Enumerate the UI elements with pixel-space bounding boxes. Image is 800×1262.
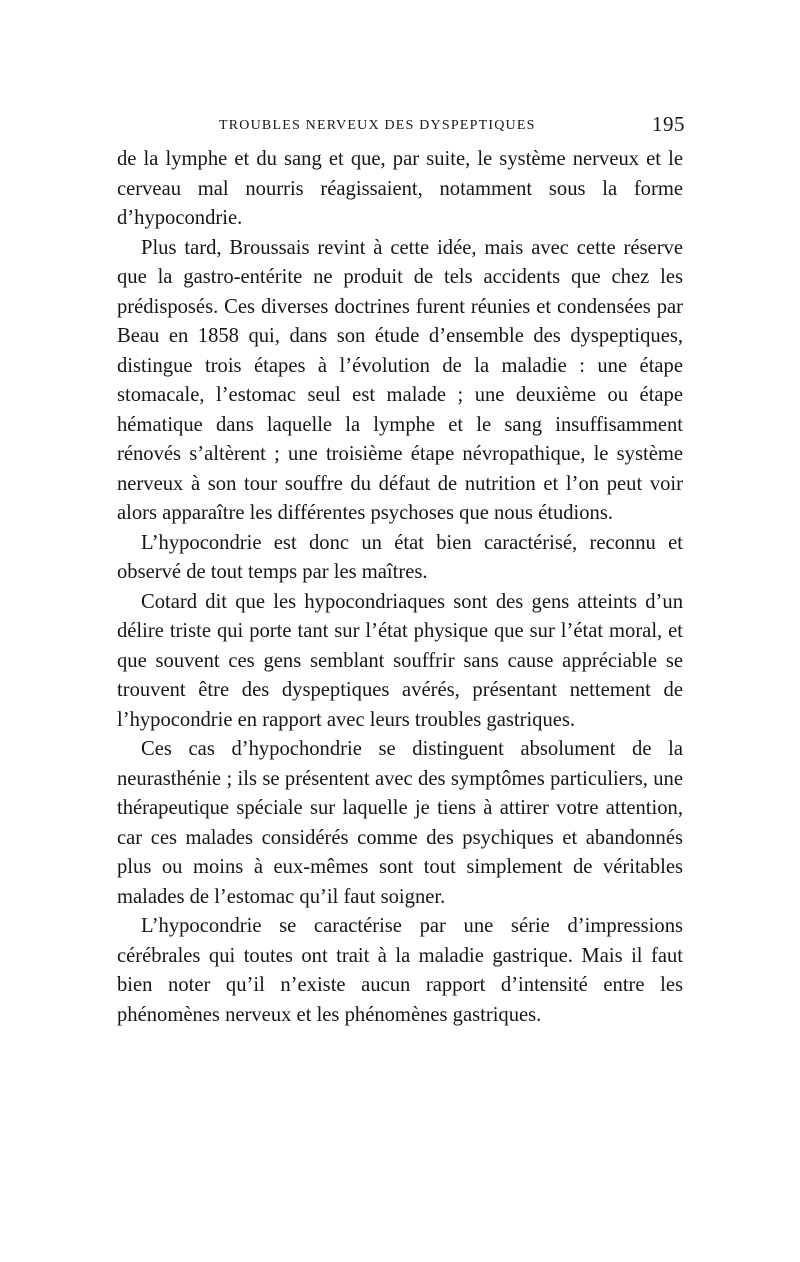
body-text bbox=[117, 145, 683, 1030]
running-head bbox=[117, 112, 687, 142]
running-title: TROUBLES NERVEUX DES DYSPEPTIQUES bbox=[219, 118, 536, 133]
paragraph-cotard: Cotard dit que les hypocondriaques sont des gens atteints d’un délire triste qui porte tant sur l’état physique que sur l’état moral, et que souvent ces gens semblant souffrir sans cause appréciable se trouvent être des dyspeptiques avérés, présentant nettement de l’hypocondrie en rapport avec leurs troubles gastriques. bbox=[117, 590, 683, 731]
paragraph-neurasthenie: Ces cas d’hypochondrie se distinguent absolument de la neurasthénie ; ils se présentent avec des symptômes particuliers, une thérapeutique spéciale sur laquelle je tiens à attirer votre attention, car ces malades considérés comme des psychiques et abandonnés plus ou moins à eux-mêmes sont tout simplement de véritables malades de l’estomac qu’il faut soigner. bbox=[117, 738, 683, 908]
paragraph-continuation: de la lymphe et du sang et que, par suite, le système nerveux et le cerveau mal nourris réagissaient, notamment sous la forme d’hypocondrie. bbox=[117, 148, 683, 229]
paragraph-hypocondrie-defined: L’hypocondrie est donc un état bien caractérisé, reconnu et observé de tout temps par les maîtres. bbox=[117, 531, 683, 583]
paragraph-impressions: L’hypocondrie se caractérise par une série d’impressions cérébrales qui toutes ont trait à la maladie gastrique. Mais il faut bien noter qu’il n’existe aucun rapport d’intensité entre les phénomènes nerveux et les phénomènes gastriques. bbox=[117, 915, 683, 1026]
paragraph-broussais: Plus tard, Broussais revint à cette idée, mais avec cette réserve que la gastro-entérite ne produit de tels accidents que chez les prédisposés. Ces diverses doctrines furent réunies et condensées par Beau en 1858 qui, dans son étude d’ensemble des dyspeptiques, distingue trois étapes à l’évolution de la maladie : une étape stomacale, l’estomac seul est malade ; une deuxième ou étape hématique dans laquelle la lymphe et le sang insuffisamment rénovés s’altèrent ; une troisième étape névropathique, le système nerveux à son tour souffre du défaut de nutrition et l’on peut voir alors apparaître les différentes psychoses que nous étudions. bbox=[117, 236, 683, 524]
page-number: 195 bbox=[652, 112, 685, 136]
